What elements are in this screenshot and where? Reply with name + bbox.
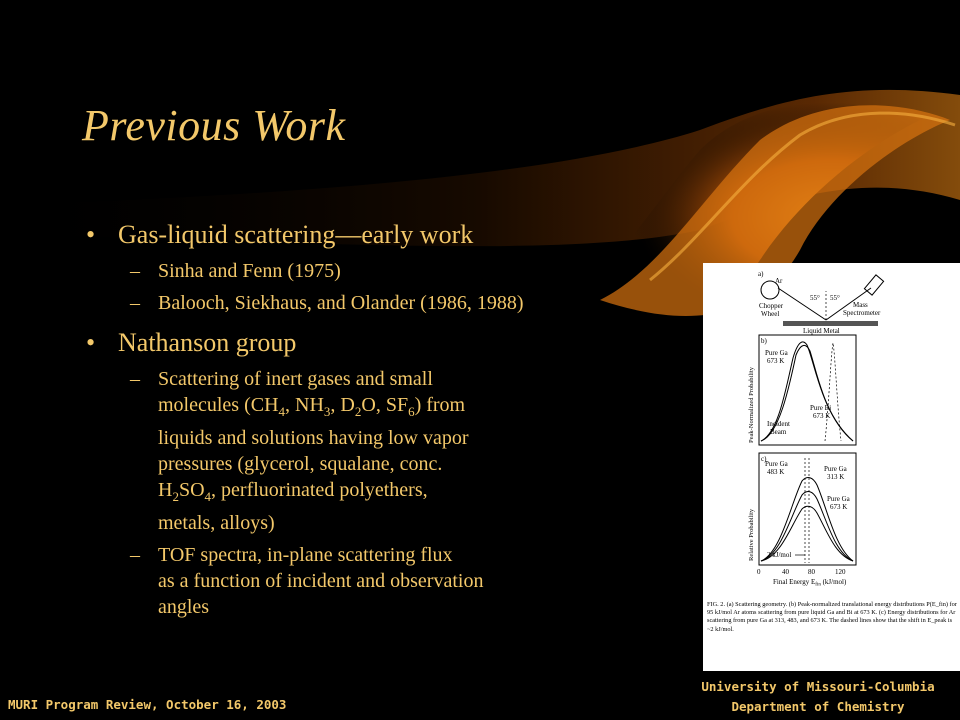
beam-label: Beam xyxy=(770,428,787,436)
angle-label: 55° xyxy=(830,294,840,302)
line: liquids and solutions having low vapor xyxy=(158,427,469,449)
x-axis-sub: fin xyxy=(815,582,821,588)
figure-caption: FIG. 2. (a) Scattering geometry. (b) Peak-normalized translational energy distributions P(E_fin) for 95 kJ/mol Ar atoms scattering from pure liquid Ga and Bi at 673 K. (c) Energy distributions for Ar scattering from pure Ga at 313, 483, and 673 K. The dashed lines show that the shift in E_peak is ~2 kJ/mol. xyxy=(707,601,957,633)
text: , NH xyxy=(285,394,324,416)
chopper-label: Chopper xyxy=(759,302,784,310)
subscript: 6 xyxy=(408,404,415,419)
tick-label: 120 xyxy=(835,568,846,576)
dash-glyph: – xyxy=(130,260,140,282)
temp-label: 673 K xyxy=(813,412,831,420)
incident-beam-curve xyxy=(825,343,841,441)
y-axis-label: Relative Probability xyxy=(748,508,755,561)
sub-bullet-text: Balooch, Siekhaus, and Olander (1986, 1988) xyxy=(158,292,524,314)
dash-glyph: – xyxy=(130,544,140,566)
panel-c-label: c) xyxy=(761,455,767,463)
bullet-text: Gas-liquid scattering—early work xyxy=(118,220,474,249)
bullet-list xyxy=(86,220,686,626)
panel-a-geometry xyxy=(758,270,884,335)
mass-spectrometer-shape xyxy=(864,275,883,295)
pure-ga-label: Pure Ga xyxy=(824,465,847,473)
figure-caption-box xyxy=(707,601,959,667)
shift-label: 2 kJ/mol xyxy=(767,551,792,559)
text: , D xyxy=(330,394,355,416)
text: , perfluorinated polyethers, xyxy=(211,479,428,501)
incident-label: Incident xyxy=(767,420,790,428)
x-axis-text: Final Energy E xyxy=(773,578,816,586)
bullet-glyph: • xyxy=(86,328,96,357)
subscript: 4 xyxy=(278,404,286,419)
footer-event: MURI Program Review, October 16, 2003 xyxy=(8,697,287,712)
dash-glyph: – xyxy=(130,292,140,314)
footer-institution xyxy=(680,677,956,717)
pure-ga-label: Pure Ga xyxy=(765,349,788,357)
text: ) from xyxy=(414,394,466,416)
footer-department: Department of Chemistry xyxy=(731,699,905,714)
pure-ga-label: Pure Ga xyxy=(765,460,788,468)
bullet-text: Nathanson group xyxy=(118,328,297,357)
temp-label: 483 K xyxy=(767,468,785,476)
y-axis-label: Peak-Normalized Probability xyxy=(748,367,755,443)
line: Scattering of inert gases and small xyxy=(158,368,433,390)
line: TOF spectra, in-plane scattering flux xyxy=(158,544,453,566)
line: pressures (glycerol, squalane, conc. xyxy=(158,453,443,475)
chopper-wheel-shape xyxy=(761,281,779,299)
panel-b-chart xyxy=(748,335,856,445)
x-axis-label xyxy=(773,578,847,588)
temp-label: 313 K xyxy=(827,473,845,481)
angle-label: 55° xyxy=(810,294,820,302)
panel-c-chart xyxy=(748,453,856,565)
sub-bullet-balooch xyxy=(86,290,686,316)
text: molecules (CH xyxy=(158,394,279,416)
line xyxy=(158,392,686,425)
temp-label: 673 K xyxy=(830,503,848,511)
slide-title: Previous Work xyxy=(82,101,346,150)
subscript: 2 xyxy=(172,489,179,504)
bullet-glyph: • xyxy=(86,220,96,249)
panel-b-label: b) xyxy=(761,337,767,345)
spectrometer-label: Spectrometer xyxy=(843,309,881,317)
text: H xyxy=(158,479,173,501)
x-axis-unit: (kJ/mol) xyxy=(820,578,847,586)
ar-label: Ar xyxy=(775,277,783,285)
tick-label: 80 xyxy=(808,568,815,576)
line: angles xyxy=(158,596,210,618)
line xyxy=(158,477,686,510)
wheel-label: Wheel xyxy=(761,310,780,318)
footer-university: University of Missouri-Columbia xyxy=(701,679,935,694)
bullet-nathanson xyxy=(86,328,686,358)
tick-label: 40 xyxy=(782,568,789,576)
liquid-surface xyxy=(783,321,878,326)
text: O, SF xyxy=(361,394,409,416)
pure-bi-label: Pure Bi xyxy=(810,404,832,412)
pure-ga-label: Pure Ga xyxy=(827,495,850,503)
line: metals, alloys) xyxy=(158,512,275,534)
sub-bullet-sinha xyxy=(86,258,686,284)
sub-bullet-scattering xyxy=(86,366,686,536)
sub-bullet-text: Sinha and Fenn (1975) xyxy=(158,260,341,282)
subscript: 3 xyxy=(323,404,331,419)
liquid-metal-label: Liquid Metal xyxy=(803,327,840,335)
scattering-figure xyxy=(703,263,960,671)
mass-label: Mass xyxy=(853,301,868,309)
tick-label: 0 xyxy=(757,568,761,576)
panel-a-label: a) xyxy=(758,270,764,278)
text: SO xyxy=(178,479,205,501)
subscript: 4 xyxy=(204,489,212,504)
dash-glyph: – xyxy=(130,368,140,390)
temp-label: 673 K xyxy=(767,357,785,365)
x-axis xyxy=(757,568,847,588)
bullet-gas-liquid xyxy=(86,220,686,250)
line: as a function of incident and observation xyxy=(158,570,484,592)
sub-bullet-tof xyxy=(86,542,686,620)
subscript: 2 xyxy=(354,404,362,419)
